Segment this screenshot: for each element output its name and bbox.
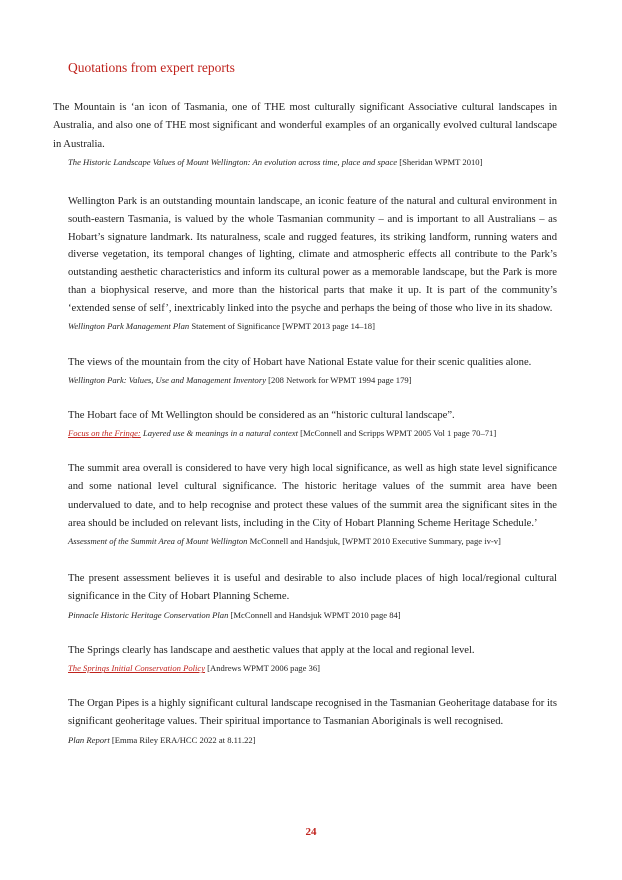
- quote-block: [68, 695, 557, 747]
- source-title: Layered use & meanings in a natural context: [140, 428, 299, 439]
- page-number: 24: [305, 826, 317, 838]
- quote-text: Wellington Park is an outstanding mountain landscape, an iconic feature of the natural and cultural environment in south-eastern Tasmania, is valued by the whole Tasmanian community – and is important to all Australians – as Hobart’s signature landmark. Its naturalness, scale and rugged features, its striking landform, running waters and diverse vegetation, its temporal changes of lighting, climate and atmospheric effects all contribute to the Park’s outstanding aesthetic characteristics and inform its cultural power as a memorable landscape, but the Park is more than a biophysical reserve, and more than the historical parts that make it up. It is part of the community’s ‘extended sense of self’, inextricably linked into the psyche and perhaps the being of those who live in its shadow.: [68, 196, 557, 314]
- quote-text: The Hobart face of Mt Wellington should be considered as an “historic cultural landscape”.: [68, 410, 455, 421]
- source-detail: [Andrews WPMT 2006 page 36]: [205, 663, 320, 674]
- quote-block: [68, 570, 557, 622]
- source-detail: Statement of Significance [WPMT 2013 page 14–18]: [189, 320, 375, 331]
- quote-source: [68, 156, 557, 169]
- quote-source: [68, 734, 557, 747]
- quote-source: [68, 374, 557, 387]
- source-title: Wellington Park Management Plan: [68, 320, 190, 331]
- section-heading: Quotations from expert reports: [68, 60, 235, 75]
- source-detail: [Emma Riley ERA/HCC 2022 at 8.11.22]: [109, 734, 256, 745]
- source-detail: McConnell and Handsjuk, [WPMT 2010 Executive Summary, page iv-v]: [247, 536, 501, 547]
- source-title: Pinnacle Historic Heritage Conservation Plan: [68, 609, 229, 620]
- quote-source: [68, 320, 557, 333]
- quote-text: The Mountain is ‘an icon of Tasmania, one of THE most culturally significant Associative cultural landscapes in Australia, and also one of THE most significant and wonderful examples of an organically evolved cultural landscape in Australia.: [53, 102, 557, 150]
- quote-block: [68, 354, 557, 387]
- quote-text: The present assessment believes it is useful and desirable to also include places of high local/regional cultural significance in the City of Hobart Planning Scheme.: [68, 573, 557, 603]
- quote-block: [68, 407, 557, 440]
- source-detail: [Sheridan WPMT 2010]: [397, 156, 483, 167]
- source-title-link[interactable]: Focus on the Fringe:: [68, 428, 141, 439]
- quote-block: [68, 642, 557, 675]
- source-detail: [McConnell and Handsjuk WPMT 2010 page 84]: [228, 609, 401, 620]
- quote-block: [68, 193, 557, 333]
- quote-source: [68, 662, 557, 675]
- quote-source: [68, 427, 557, 440]
- quote-block: [68, 460, 557, 548]
- source-detail: [208 Network for WPMT 1994 page 179]: [266, 375, 412, 386]
- quote-text: The Springs clearly has landscape and aesthetic values that apply at the local and regional level.: [68, 645, 475, 656]
- quote-source: [68, 609, 557, 622]
- source-title: The Historic Landscape Values of Mount Wellington: An evolution across time, place and space: [68, 156, 398, 167]
- source-title-link[interactable]: The Springs Initial Conservation Policy: [68, 663, 206, 674]
- source-title: Plan Report: [68, 734, 110, 745]
- quote-text: The Organ Pipes is a highly significant cultural landscape recognised in the Tasmanian Geoheritage database for its significant geoheritage values. Their spiritual importance to Tasmanian Aboriginals is well recognised.: [68, 698, 557, 728]
- quote-text: The summit area overall is considered to have very high local significance, as well as high state level significance and some national level cultural significance. The historic heritage values of the summit area have been undervalued to date, and to help recognise and protect these values of the summit area the significant sites in the area should be included on relevant lists, including in the City of Hobart Planning Scheme Heritage Schedule.’: [68, 463, 557, 529]
- source-title: Assessment of the Summit Area of Mount Wellington: [68, 536, 248, 547]
- quote-text: The views of the mountain from the city of Hobart have National Estate value for their scenic qualities alone.: [68, 357, 532, 368]
- quote-block: [53, 99, 557, 169]
- source-title: Wellington Park: Values, Use and Management Inventory: [68, 375, 267, 386]
- source-detail: [McConnell and Scripps WPMT 2005 Vol 1 page 70–71]: [298, 428, 497, 439]
- quote-source: [68, 535, 557, 548]
